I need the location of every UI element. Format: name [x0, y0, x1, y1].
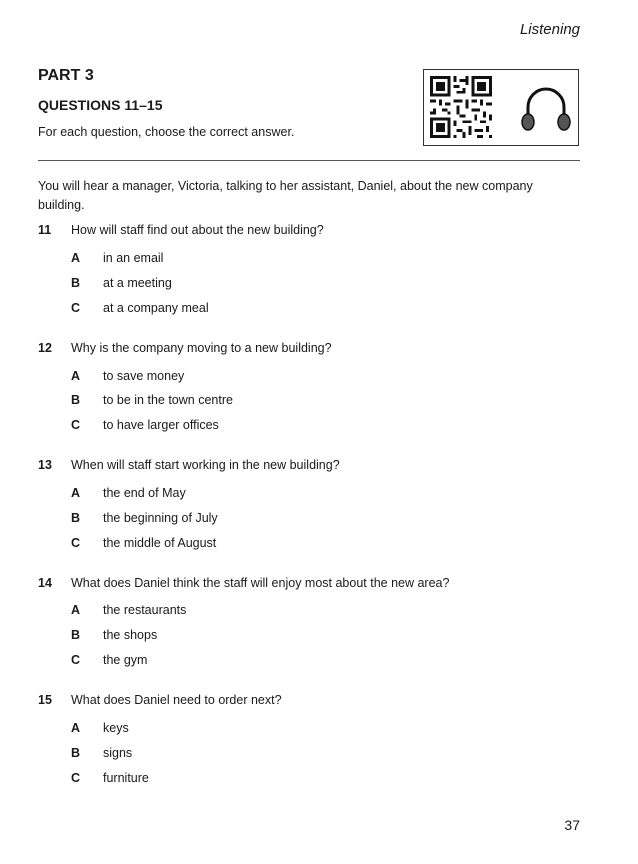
- option-letter: C: [71, 301, 81, 315]
- section-divider: [38, 160, 580, 161]
- option-text: to save money: [103, 369, 185, 383]
- option-text: to have larger offices: [103, 418, 219, 432]
- questions-range-title: QUESTIONS 11–15: [38, 97, 163, 113]
- option-letter: B: [71, 511, 81, 525]
- instruction-text: For each question, choose the correct answer.: [38, 125, 295, 139]
- question-number: 13: [38, 458, 52, 472]
- option-text: the end of May: [103, 486, 186, 500]
- question-text: What does Daniel need to order next?: [71, 693, 282, 707]
- option-text: at a meeting: [103, 276, 172, 290]
- option-letter: A: [71, 603, 81, 617]
- option-letter: A: [71, 369, 81, 383]
- option-letter: B: [71, 393, 81, 407]
- option-text: in an email: [103, 251, 164, 265]
- question-text: When will staff start working in the new building?: [71, 458, 340, 472]
- audio-link-box[interactable]: [423, 69, 579, 146]
- question-text: What does Daniel think the staff will enjoy most about the new area?: [71, 576, 450, 590]
- part-title: PART 3: [38, 67, 94, 84]
- question-number: 11: [38, 223, 52, 237]
- question-number: 14: [38, 576, 52, 590]
- option-letter: C: [71, 653, 81, 667]
- question-text: Why is the company moving to a new building?: [71, 341, 332, 355]
- option-letter: C: [71, 536, 81, 550]
- option-letter: B: [71, 628, 81, 642]
- option-text: to be in the town centre: [103, 393, 233, 407]
- option-text: the shops: [103, 628, 158, 642]
- question-number: 15: [38, 693, 52, 707]
- headphones-icon[interactable]: [516, 79, 576, 137]
- option-letter: A: [71, 721, 81, 735]
- option-text: keys: [103, 721, 129, 735]
- page-number: 37: [564, 817, 580, 833]
- option-letter: C: [71, 418, 81, 432]
- option-letter: A: [71, 251, 81, 265]
- option-text: at a company meal: [103, 301, 209, 315]
- option-text: the middle of August: [103, 536, 217, 550]
- section-label: Listening: [519, 21, 580, 38]
- qr-code-icon[interactable]: [430, 76, 492, 138]
- question-number: 12: [38, 341, 52, 355]
- option-text: furniture: [103, 771, 149, 785]
- option-text: the restaurants: [103, 603, 187, 617]
- option-letter: C: [71, 771, 81, 785]
- option-letter: B: [71, 276, 81, 290]
- option-letter: B: [71, 746, 81, 760]
- option-letter: A: [71, 486, 81, 500]
- option-text: the gym: [103, 653, 148, 667]
- option-text: the beginning of July: [103, 511, 218, 525]
- option-text: signs: [103, 746, 133, 760]
- intro-text: You will hear a manager, Victoria, talking to her assistant, Daniel, about the new company building.: [38, 179, 533, 212]
- question-text: How will staff find out about the new building?: [71, 223, 324, 237]
